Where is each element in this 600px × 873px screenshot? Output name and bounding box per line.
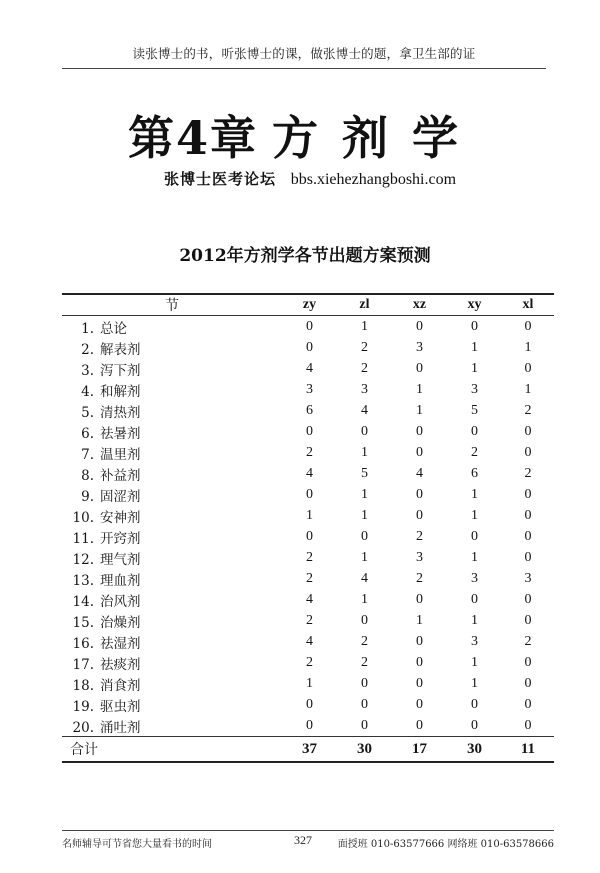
cell-zl: 1 xyxy=(360,318,368,334)
cell-xz: 0 xyxy=(415,444,423,460)
cell-xz: 0 xyxy=(415,633,423,649)
section-number: 1. xyxy=(81,320,94,337)
section-name: 温里剂 xyxy=(100,446,141,463)
section-number: 11. xyxy=(72,530,94,547)
column-header-xz: xz xyxy=(392,294,447,316)
cell-xz: 0 xyxy=(415,591,423,607)
cell-xz: 0 xyxy=(415,423,423,439)
section-name: 理血剂 xyxy=(100,572,141,589)
forum-name: 张博士医考论坛 xyxy=(163,170,276,188)
table-row xyxy=(62,631,554,652)
section-number: 9. xyxy=(81,488,94,505)
table-row xyxy=(62,652,554,673)
section-name: 总论 xyxy=(100,320,127,337)
total-xz: 17 xyxy=(392,737,447,763)
cell-xy: 0 xyxy=(470,423,478,439)
cell-zy: 0 xyxy=(305,423,313,439)
cell-xl: 0 xyxy=(524,507,532,523)
section-number: 16. xyxy=(72,635,94,652)
table-title: 2012年方剂学各节出题方案预测 xyxy=(179,246,431,266)
cell-zy: 2 xyxy=(305,570,313,586)
cell-xy: 1 xyxy=(470,654,478,670)
prediction-table xyxy=(62,293,554,763)
section-name: 泻下剂 xyxy=(100,362,141,379)
section-cell xyxy=(62,400,282,421)
cell-zy: 0 xyxy=(305,528,313,544)
cell-zy: 0 xyxy=(305,696,313,712)
cell-xl: 1 xyxy=(524,381,532,397)
section-name: 祛痰剂 xyxy=(100,656,141,673)
section-cell xyxy=(62,589,282,610)
cell-xz: 0 xyxy=(415,675,423,691)
page-footer xyxy=(62,830,554,850)
table-row xyxy=(62,442,554,463)
cell-xy: 1 xyxy=(470,339,478,355)
cell-zl: 1 xyxy=(360,507,368,523)
cell-zy: 2 xyxy=(305,549,313,565)
cell-zy: 1 xyxy=(305,675,313,691)
section-cell xyxy=(62,631,282,652)
cell-xl: 2 xyxy=(524,465,532,481)
section-number: 15. xyxy=(72,614,94,631)
table-row xyxy=(62,463,554,484)
cell-xl: 0 xyxy=(524,549,532,565)
section-number: 10. xyxy=(72,509,94,526)
cell-zl: 1 xyxy=(360,486,368,502)
cell-xy: 1 xyxy=(470,360,478,376)
cell-xy: 0 xyxy=(470,591,478,607)
cell-zy: 1 xyxy=(305,507,313,523)
cell-xy: 0 xyxy=(470,318,478,334)
table-row xyxy=(62,379,554,400)
column-header-xy: xy xyxy=(447,294,502,316)
section-number: 2. xyxy=(81,341,94,358)
cell-xy: 1 xyxy=(470,486,478,502)
cell-zy: 4 xyxy=(305,465,313,481)
cell-zl: 1 xyxy=(360,444,368,460)
page-number: 327 xyxy=(294,833,312,847)
cell-zy: 0 xyxy=(305,318,313,334)
section-cell xyxy=(62,715,282,737)
cell-zy: 4 xyxy=(305,360,313,376)
cell-xl: 0 xyxy=(524,654,532,670)
total-zy: 37 xyxy=(282,737,337,763)
section-name: 治燥剂 xyxy=(100,614,141,631)
section-name: 涌吐剂 xyxy=(100,719,141,736)
forum-url: bbs.xiehezhangboshi.com xyxy=(290,171,457,188)
section-number: 6. xyxy=(81,425,94,442)
cell-zl: 0 xyxy=(360,675,368,691)
cell-xy: 3 xyxy=(470,570,478,586)
header-slogan: 读张博士的书，听张博士的课，做张博士的题，拿卫生部的证 xyxy=(62,44,546,69)
cell-xl: 2 xyxy=(524,633,532,649)
table-header-row xyxy=(62,294,554,316)
cell-xy: 0 xyxy=(447,715,502,737)
table-body xyxy=(62,316,554,737)
table-row xyxy=(62,484,554,505)
cell-xl: 0 xyxy=(524,696,532,712)
section-number: 12. xyxy=(72,551,94,568)
section-number: 7. xyxy=(81,446,94,463)
section-name: 理气剂 xyxy=(100,551,141,568)
cell-xy: 1 xyxy=(470,675,478,691)
cell-zy: 6 xyxy=(305,402,313,418)
table-row xyxy=(62,673,554,694)
section-name: 解表剂 xyxy=(100,341,141,358)
section-name: 和解剂 xyxy=(100,383,141,400)
cell-zy: 2 xyxy=(305,444,313,460)
column-header-zy: zy xyxy=(282,294,337,316)
section-cell xyxy=(62,547,282,568)
cell-xl: 0 xyxy=(502,715,554,737)
cell-zl: 0 xyxy=(360,528,368,544)
cell-xz: 0 xyxy=(415,486,423,502)
table-row xyxy=(62,358,554,379)
cell-xl: 2 xyxy=(524,402,532,418)
cell-zy: 4 xyxy=(305,591,313,607)
cell-xy: 1 xyxy=(470,612,478,628)
section-cell xyxy=(62,442,282,463)
section-cell xyxy=(62,421,282,442)
cell-xz: 2 xyxy=(415,570,423,586)
section-name: 固涩剂 xyxy=(100,488,141,505)
section-number: 17. xyxy=(72,656,94,673)
section-number: 5. xyxy=(81,404,94,421)
cell-xy: 3 xyxy=(470,381,478,397)
section-cell xyxy=(62,316,282,338)
section-number: 19. xyxy=(72,698,94,715)
cell-xz: 3 xyxy=(415,549,423,565)
section-cell xyxy=(62,484,282,505)
section-name: 消食剂 xyxy=(100,677,141,694)
cell-xz: 3 xyxy=(415,339,423,355)
table-row xyxy=(62,694,554,715)
table-row xyxy=(62,505,554,526)
section-cell xyxy=(62,673,282,694)
cell-zl: 2 xyxy=(360,654,368,670)
section-name: 开窍剂 xyxy=(100,530,141,547)
cell-zl: 5 xyxy=(360,465,368,481)
cell-xl: 0 xyxy=(524,423,532,439)
cell-zy: 0 xyxy=(305,486,313,502)
forum-line xyxy=(100,168,520,189)
cell-zl: 0 xyxy=(360,696,368,712)
table-row xyxy=(62,589,554,610)
section-number: 8. xyxy=(81,467,94,484)
footer-contact: 面授班 010-63577666 网络班 010-63578666 xyxy=(337,839,554,850)
table-row xyxy=(62,715,554,737)
section-name: 祛湿剂 xyxy=(100,635,141,652)
section-cell xyxy=(62,610,282,631)
cell-zl: 2 xyxy=(360,360,368,376)
cell-zy: 0 xyxy=(305,339,313,355)
total-xl: 11 xyxy=(502,737,554,763)
section-cell xyxy=(62,694,282,715)
section-name: 治风剂 xyxy=(100,593,141,610)
cell-xz: 1 xyxy=(415,402,423,418)
cell-zl: 0 xyxy=(360,612,368,628)
cell-zl: 0 xyxy=(337,715,392,737)
cell-zl: 1 xyxy=(360,591,368,607)
cell-zy: 4 xyxy=(305,633,313,649)
chapter-number: 第4章 xyxy=(127,111,258,165)
cell-xl: 1 xyxy=(524,339,532,355)
section-number: 3. xyxy=(81,362,94,379)
cell-xz: 2 xyxy=(415,528,423,544)
section-number: 13. xyxy=(72,572,94,589)
chapter-name: 方剂学 xyxy=(272,111,482,165)
cell-xl: 0 xyxy=(524,675,532,691)
cell-xz: 0 xyxy=(415,696,423,712)
cell-xy: 3 xyxy=(470,633,478,649)
cell-xl: 3 xyxy=(524,570,532,586)
total-label: 合计 xyxy=(62,737,282,763)
cell-zl: 1 xyxy=(360,549,368,565)
cell-zy: 2 xyxy=(305,612,313,628)
cell-xl: 0 xyxy=(524,591,532,607)
cell-xl: 0 xyxy=(524,318,532,334)
cell-xl: 0 xyxy=(524,528,532,544)
cell-zl: 0 xyxy=(360,423,368,439)
footer-tagline: 名师辅导可节省您大量看书的时间 xyxy=(62,839,212,850)
cell-zl: 3 xyxy=(360,381,368,397)
total-xy: 30 xyxy=(447,737,502,763)
section-cell xyxy=(62,358,282,379)
cell-zy: 0 xyxy=(282,715,337,737)
cell-xy: 1 xyxy=(470,507,478,523)
cell-xz: 1 xyxy=(415,381,423,397)
chapter-title xyxy=(70,102,540,168)
column-header-zl: zl xyxy=(337,294,392,316)
table-row xyxy=(62,337,554,358)
total-row xyxy=(62,737,554,763)
cell-xl: 0 xyxy=(524,486,532,502)
section-cell xyxy=(62,652,282,673)
column-header-xl: xl xyxy=(502,294,554,316)
cell-zl: 4 xyxy=(360,570,368,586)
cell-xy: 1 xyxy=(470,549,478,565)
section-cell xyxy=(62,379,282,400)
section-name: 祛暑剂 xyxy=(100,425,141,442)
cell-xz: 0 xyxy=(415,360,423,376)
column-header-section: 节 xyxy=(62,294,282,316)
cell-xl: 0 xyxy=(524,612,532,628)
cell-xz: 0 xyxy=(415,654,423,670)
section-name: 驱虫剂 xyxy=(100,698,141,715)
cell-xy: 6 xyxy=(470,465,478,481)
table-row xyxy=(62,547,554,568)
cell-xz: 0 xyxy=(415,507,423,523)
table-row xyxy=(62,526,554,547)
cell-xz: 1 xyxy=(415,612,423,628)
cell-xy: 0 xyxy=(470,696,478,712)
cell-zl: 2 xyxy=(360,339,368,355)
section-cell xyxy=(62,526,282,547)
total-zl: 30 xyxy=(337,737,392,763)
table-row xyxy=(62,421,554,442)
section-name: 清热剂 xyxy=(100,404,141,421)
cell-xy: 5 xyxy=(470,402,478,418)
table-row xyxy=(62,400,554,421)
cell-zy: 2 xyxy=(305,654,313,670)
cell-xy: 0 xyxy=(470,528,478,544)
table-row xyxy=(62,316,554,338)
cell-xz: 4 xyxy=(415,465,423,481)
section-name: 补益剂 xyxy=(100,467,141,484)
table-row xyxy=(62,610,554,631)
cell-xy: 2 xyxy=(470,444,478,460)
section-number: 4. xyxy=(81,383,94,400)
cell-xl: 0 xyxy=(524,444,532,460)
cell-zy: 3 xyxy=(305,381,313,397)
cell-zl: 4 xyxy=(360,402,368,418)
section-cell xyxy=(62,337,282,358)
section-number: 20. xyxy=(72,719,94,736)
table-row xyxy=(62,568,554,589)
cell-zl: 2 xyxy=(360,633,368,649)
section-cell xyxy=(62,505,282,526)
cell-xl: 0 xyxy=(524,360,532,376)
section-name: 安神剂 xyxy=(100,509,141,526)
cell-xz: 0 xyxy=(415,318,423,334)
section-number: 18. xyxy=(72,677,94,694)
section-number: 14. xyxy=(72,593,94,610)
section-cell xyxy=(62,568,282,589)
cell-xz: 0 xyxy=(392,715,447,737)
section-cell xyxy=(62,463,282,484)
